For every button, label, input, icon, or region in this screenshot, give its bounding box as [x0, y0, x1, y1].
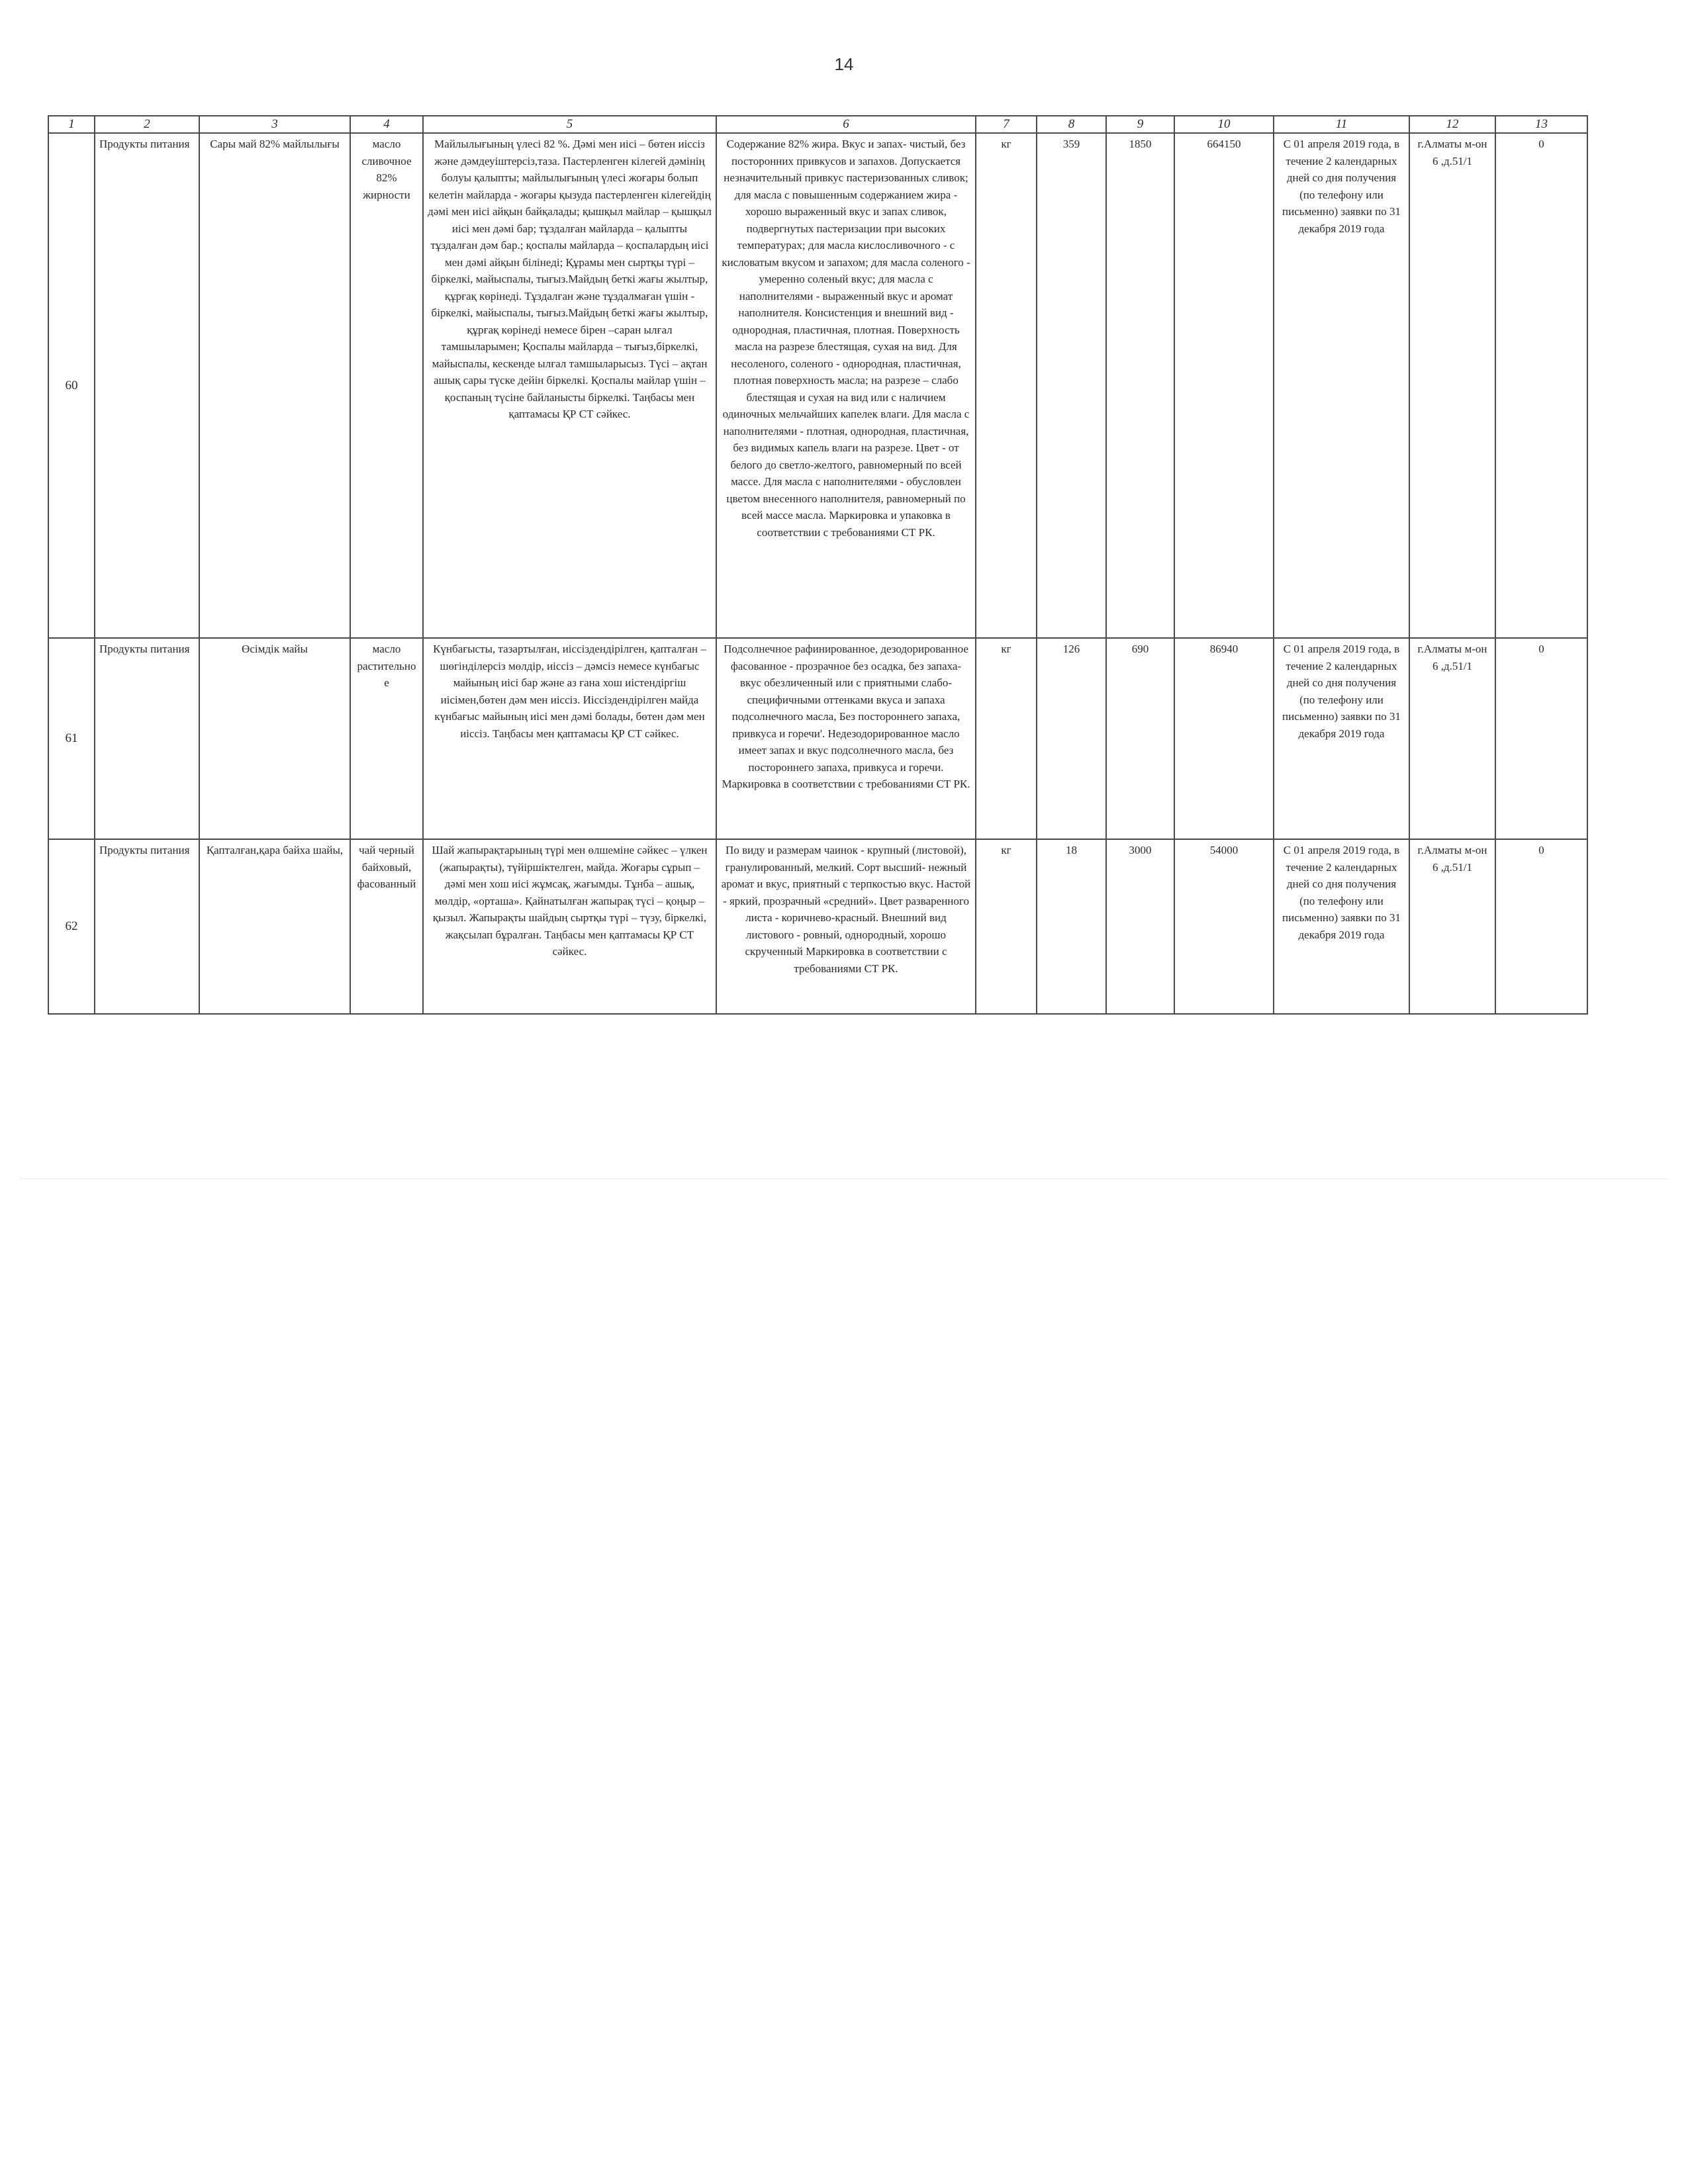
header-col-7: 7	[976, 116, 1037, 133]
advance-cell: 0	[1495, 839, 1587, 1014]
category-cell: Продукты питания	[95, 839, 199, 1014]
unit-cell: кг	[976, 638, 1037, 839]
delivery-place-cell: г.Алматы м-он 6 ,д.51/1	[1409, 839, 1495, 1014]
price-cell: 1850	[1106, 133, 1174, 638]
header-col-12: 12	[1409, 116, 1495, 133]
name-ru-cell: чай черный байховый, фасованный	[350, 839, 423, 1014]
delivery-place-cell: г.Алматы м-он 6 ,д.51/1	[1409, 638, 1495, 839]
scan-artifact-line	[20, 1178, 1668, 1179]
header-col-8: 8	[1037, 116, 1106, 133]
description-kz-cell: Майлылығының үлесі 82 %. Дәмі мен иісі – бөтен иіссіз және дәмдеуіштерсіз,таза. Пастерленген кілегей дәмінің болуы қалыпты; майлылығының үлесі жоғары болып келетін майларда - жоғары қызуда пастерленген кілегейдің дәмі мен иісі айқын байқалады; қышқыл майлар – қышқыл иісі мен дәмі бар; тұздалған майларда – қалыпты тұздалған дәм бар.; қоспалы майларда – қоспалардың иісі мен дәмі айқын білінеді; Құрамы мен сыртқы түрі – біркелкі, майыспалы, тығыз.Майдың беткі жағы жылтыр, құрғақ көрінеді. Тұздалған және тұздалмаған үшін - біркелкі, майыспалы, тығыз.Майдың беткі жағы жылтыр, құрғақ көрінеді немесе бірен –саран ылғал тамшыларымен; Қоспалы майларда – тығыз,біркелкі, майыспалы, кескенде ылғал тамшыларысыз. Түсі – ақтан ашық сары түске дейін біркелкі. Қоспалы майлар үшін – қоспаның түсіне байланысты біркелкі. Таңбасы мен қаптамасы ҚР СТ сәйкес.	[423, 133, 716, 638]
quantity-cell: 18	[1037, 839, 1106, 1014]
delivery-term-cell: С 01 апреля 2019 года, в течение 2 календарных дней со дня получения (по телефону или письменно) заявки по 31 декабря 2019 года	[1274, 839, 1409, 1014]
category-cell: Продукты питания	[95, 638, 199, 839]
header-col-11: 11	[1274, 116, 1409, 133]
header-col-9: 9	[1106, 116, 1174, 133]
procurement-spec-table	[48, 115, 1588, 1015]
quantity-cell: 359	[1037, 133, 1106, 638]
table-row	[48, 839, 1587, 1014]
category-cell: Продукты питания	[95, 133, 199, 638]
description-ru-cell: Содержание 82% жира. Вкус и запах- чистый, без посторонних привкусов и запахов. Допускается незначительный привкус пастеризованных сливок; для масла с повышенным содержанием жира - хорошо выраженный вкус и запах сливок, подвергнутых пастеризации при высоких температурах; для масла кислосливочного - с кисловатым вкусом и запахом; для масла соленого - умеренно соленый вкус; для масла с наполнителями - выраженный вкус и аромат наполнителя. Консистенция и внешний вид - однородная, пластичная, плотная. Поверхность масла на разрезе блестящая, сухая на вид. Для несоленого, соленого - однородная, пластичная, плотная поверхность масла; на разрезе – слабо блестящая и сухая на вид или с наличием одиночных мельчайших капелек влаги. Для масла с наполнителями - плотная, однородная, пластичная, без видимых капель влаги на разрезе. Цвет - от белого до светло-желтого, равномерный по всей массе. Для масла с наполнителями - обусловлен цветом внесенного наполнителя, равномерный по всей массе масла. Маркировка и упаковка в соответствии с требованиями СТ РК.	[716, 133, 976, 638]
header-col-4: 4	[350, 116, 423, 133]
description-kz-cell: Шай жапырақтарының түрі мен өлшеміне сәйкес – үлкен (жапырақты), түйіршіктелген, майда. Жоғары сұрып – дәмі мен хош иісі жұмсақ, жағымды. Тұнба – ашық, мөлдір, «орташа». Қайнатылған жапырақ түсі – қоңыр – қызыл. Жапырақты шайдың сыртқы түрі – түзу, біркелкі, жақсылап бұралған. Таңбасы мен қаптамасы ҚР СТ сәйкес.	[423, 839, 716, 1014]
name-kz-cell: Өсімдік майы	[199, 638, 350, 839]
sum-cell: 664150	[1174, 133, 1274, 638]
header-col-13: 13	[1495, 116, 1587, 133]
advance-cell: 0	[1495, 638, 1587, 839]
description-ru-cell: Подсолнечное рафинированное, дезодорированное фасованное - прозрачное без осадка, без запаха- вкус обезличенный или с приятными слабо-специфичными оттенками вкуса и запаха подсолнечного масла, Без постороннего запаха, привкуса и горечи'. Недезодорированное масло имеет запах и вкус подсолнечного масла, без постороннего запаха, привкуса и горечи. Маркировка в соответствии с требованиями СТ РК.	[716, 638, 976, 839]
name-kz-cell: Қапталған,қара байха шайы,	[199, 839, 350, 1014]
description-kz-cell: Күнбағысты, тазартылған, иіссіздендірілген, қапталған – шөгінділерсіз мөлдір, иіссіз – дәмсіз немесе күнбағыс майының иісі бар және аз ғана хош иістендіргіш иісімен,бөтен дәм мен иіссіз. Иіссіздендірілген майда күнбағыс майының иісі мен дәмі болады, бөтен дәм мен иіссіз. Таңбасы мен қаптамасы ҚР СТ сәйкес.	[423, 638, 716, 839]
header-col-10: 10	[1174, 116, 1274, 133]
table-row	[48, 638, 1587, 839]
unit-cell: кг	[976, 133, 1037, 638]
header-col-3: 3	[199, 116, 350, 133]
sum-cell: 54000	[1174, 839, 1274, 1014]
header-row	[48, 116, 1587, 133]
name-ru-cell: масло сливочное 82% жирности	[350, 133, 423, 638]
row-number: 62	[48, 839, 95, 1014]
name-ru-cell: масло растительное	[350, 638, 423, 839]
sum-cell: 86940	[1174, 638, 1274, 839]
header-col-5: 5	[423, 116, 716, 133]
delivery-term-cell: С 01 апреля 2019 года, в течение 2 календарных дней со дня получения (по телефону или письменно) заявки по 31 декабря 2019 года	[1274, 638, 1409, 839]
row-number: 61	[48, 638, 95, 839]
quantity-cell: 126	[1037, 638, 1106, 839]
delivery-term-cell: С 01 апреля 2019 года, в течение 2 календарных дней со дня получения (по телефону или письменно) заявки по 31 декабря 2019 года	[1274, 133, 1409, 638]
name-kz-cell: Сары май 82% майлылығы	[199, 133, 350, 638]
unit-cell: кг	[976, 839, 1037, 1014]
table-row	[48, 133, 1587, 638]
delivery-place-cell: г.Алматы м-он 6 ,д.51/1	[1409, 133, 1495, 638]
price-cell: 3000	[1106, 839, 1174, 1014]
row-number: 60	[48, 133, 95, 638]
header-col-6: 6	[716, 116, 976, 133]
header-col-1: 1	[48, 116, 95, 133]
header-col-2: 2	[95, 116, 199, 133]
price-cell: 690	[1106, 638, 1174, 839]
description-ru-cell: По виду и размерам чаинок - крупный (листовой), гранулированный, мелкий. Сорт высший- нежный аромат и вкус, приятный с терпкостью вкус. Настой - яркий, прозрачный «средний». Цвет разваренного листа - коричнево-красный. Внешний вид листового - ровный, однородный, хорошо скрученный Маркировка в соответствии с требованиями СТ РК.	[716, 839, 976, 1014]
advance-cell: 0	[1495, 133, 1587, 638]
page-number: 14	[834, 54, 854, 74]
